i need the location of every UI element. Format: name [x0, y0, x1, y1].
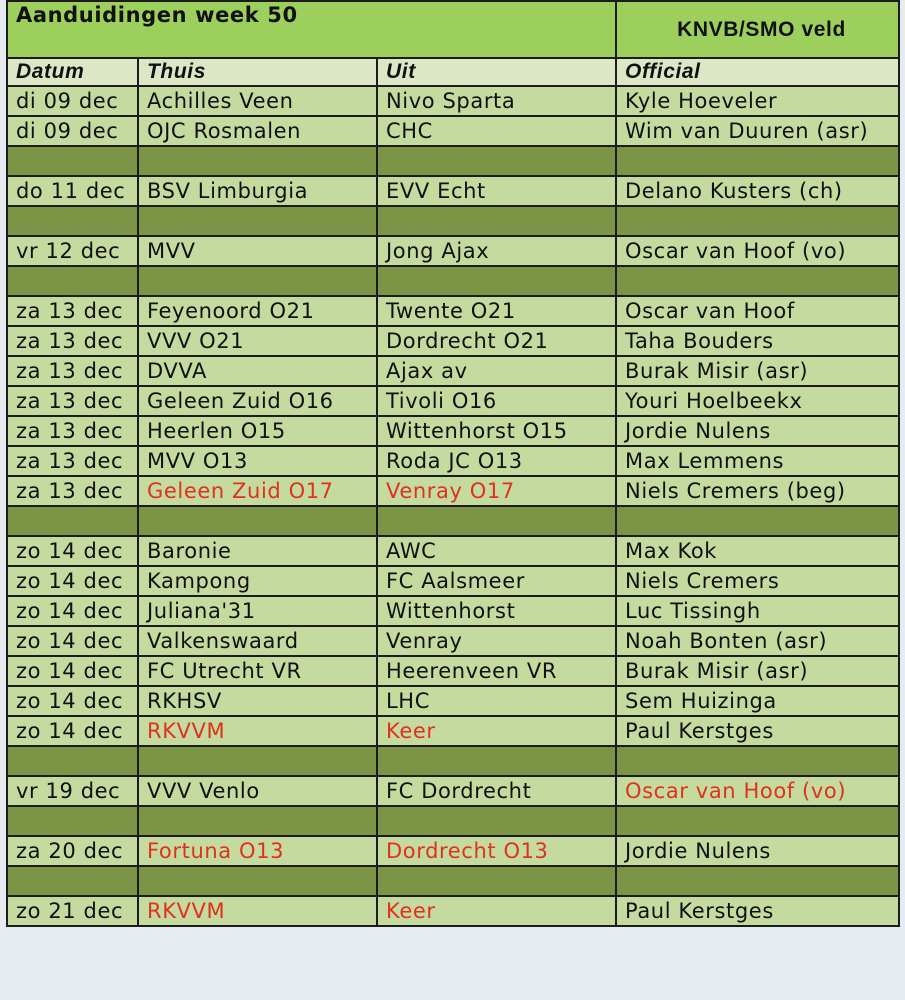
match-row — [7, 836, 899, 866]
cell-datum: zo 14 dec — [7, 656, 138, 686]
schedule-table — [6, 0, 900, 927]
cell-uit: Heerenveen VR — [377, 656, 616, 686]
cell-datum: za 13 dec — [7, 356, 138, 386]
cell-official: Burak Misir (asr) — [616, 656, 899, 686]
cell-official: Oscar van Hoof — [616, 296, 899, 326]
match-row — [7, 326, 899, 356]
match-row — [7, 596, 899, 626]
spacer-cell — [377, 746, 616, 776]
spacer-cell — [138, 746, 377, 776]
spacer-row — [7, 866, 899, 896]
cell-uit: Nivo Sparta — [377, 86, 616, 116]
header-thuis: Thuis — [138, 58, 377, 86]
cell-official: Oscar van Hoof (vo) — [616, 776, 899, 806]
sheet-title: Aanduidingen week 50 — [7, 1, 616, 58]
spacer-row — [7, 746, 899, 776]
spacer-cell — [616, 806, 899, 836]
cell-thuis: Geleen Zuid O16 — [138, 386, 377, 416]
header-datum: Datum — [7, 58, 138, 86]
cell-datum: zo 14 dec — [7, 716, 138, 746]
header-row — [7, 58, 899, 86]
match-row — [7, 386, 899, 416]
match-row — [7, 446, 899, 476]
cell-datum: zo 14 dec — [7, 686, 138, 716]
spacer-cell — [377, 266, 616, 296]
cell-uit: Roda JC O13 — [377, 446, 616, 476]
cell-thuis: RKVVM — [138, 896, 377, 926]
spacer-cell — [616, 866, 899, 896]
cell-uit: Venray — [377, 626, 616, 656]
spacer-cell — [138, 866, 377, 896]
cell-official: Max Lemmens — [616, 446, 899, 476]
cell-uit: Twente O21 — [377, 296, 616, 326]
cell-datum: za 13 dec — [7, 296, 138, 326]
cell-datum: vr 12 dec — [7, 236, 138, 266]
cell-thuis: BSV Limburgia — [138, 176, 377, 206]
cell-datum: za 13 dec — [7, 416, 138, 446]
cell-datum: za 13 dec — [7, 326, 138, 356]
spacer-cell — [616, 146, 899, 176]
cell-official: Luc Tissingh — [616, 596, 899, 626]
spacer-cell — [616, 266, 899, 296]
cell-uit: FC Dordrecht — [377, 776, 616, 806]
match-row — [7, 116, 899, 146]
spacer-cell — [7, 866, 138, 896]
cell-official: Kyle Hoeveler — [616, 86, 899, 116]
match-row — [7, 236, 899, 266]
spacer-cell — [7, 506, 138, 536]
spacer-row — [7, 146, 899, 176]
spacer-cell — [377, 506, 616, 536]
cell-uit: Dordrecht O13 — [377, 836, 616, 866]
sheet-subtitle: KNVB/SMO veld — [616, 1, 899, 58]
spacer-cell — [7, 146, 138, 176]
spacer-cell — [377, 806, 616, 836]
cell-uit: EVV Echt — [377, 176, 616, 206]
spacer-cell — [7, 266, 138, 296]
cell-uit: Venray O17 — [377, 476, 616, 506]
cell-datum: do 11 dec — [7, 176, 138, 206]
cell-uit: LHC — [377, 686, 616, 716]
title-row — [7, 1, 899, 58]
cell-official: Paul Kerstges — [616, 896, 899, 926]
cell-datum: zo 14 dec — [7, 536, 138, 566]
cell-uit: Tivoli O16 — [377, 386, 616, 416]
cell-uit: Keer — [377, 896, 616, 926]
match-row — [7, 416, 899, 446]
cell-uit: Jong Ajax — [377, 236, 616, 266]
cell-datum: za 20 dec — [7, 836, 138, 866]
cell-uit: Dordrecht O21 — [377, 326, 616, 356]
match-row — [7, 656, 899, 686]
cell-uit: Wittenhorst O15 — [377, 416, 616, 446]
spacer-cell — [377, 206, 616, 236]
cell-datum: vr 19 dec — [7, 776, 138, 806]
spacer-cell — [7, 206, 138, 236]
cell-thuis: Feyenoord O21 — [138, 296, 377, 326]
match-row — [7, 176, 899, 206]
cell-datum: di 09 dec — [7, 116, 138, 146]
cell-thuis: Juliana'31 — [138, 596, 377, 626]
cell-datum: za 13 dec — [7, 476, 138, 506]
spacer-cell — [7, 806, 138, 836]
spacer-row — [7, 266, 899, 296]
match-row — [7, 776, 899, 806]
cell-official: Jordie Nulens — [616, 836, 899, 866]
cell-uit: FC Aalsmeer — [377, 566, 616, 596]
cell-official: Paul Kerstges — [616, 716, 899, 746]
cell-official: Niels Cremers — [616, 566, 899, 596]
spacer-cell — [616, 746, 899, 776]
cell-official: Max Kok — [616, 536, 899, 566]
cell-datum: zo 14 dec — [7, 596, 138, 626]
cell-uit: Ajax av — [377, 356, 616, 386]
cell-official: Taha Bouders — [616, 326, 899, 356]
cell-thuis: Heerlen O15 — [138, 416, 377, 446]
cell-thuis: Geleen Zuid O17 — [138, 476, 377, 506]
cell-thuis: MVV — [138, 236, 377, 266]
match-row — [7, 566, 899, 596]
cell-thuis: Kampong — [138, 566, 377, 596]
cell-official: Jordie Nulens — [616, 416, 899, 446]
cell-official: Burak Misir (asr) — [616, 356, 899, 386]
cell-official: Niels Cremers (beg) — [616, 476, 899, 506]
cell-datum: zo 14 dec — [7, 566, 138, 596]
match-row — [7, 356, 899, 386]
spacer-cell — [616, 206, 899, 236]
cell-thuis: Achilles Veen — [138, 86, 377, 116]
cell-uit: CHC — [377, 116, 616, 146]
cell-thuis: MVV O13 — [138, 446, 377, 476]
spacer-cell — [377, 866, 616, 896]
cell-thuis: RKHSV — [138, 686, 377, 716]
match-row — [7, 476, 899, 506]
cell-datum: za 13 dec — [7, 446, 138, 476]
cell-official: Wim van Duuren (asr) — [616, 116, 899, 146]
cell-thuis: FC Utrecht VR — [138, 656, 377, 686]
match-row — [7, 626, 899, 656]
spacer-row — [7, 506, 899, 536]
spacer-cell — [138, 806, 377, 836]
cell-thuis: VVV O21 — [138, 326, 377, 356]
cell-datum: zo 14 dec — [7, 626, 138, 656]
spacer-cell — [138, 506, 377, 536]
spacer-cell — [616, 506, 899, 536]
match-row — [7, 896, 899, 926]
spacer-cell — [377, 146, 616, 176]
cell-thuis: VVV Venlo — [138, 776, 377, 806]
match-row — [7, 686, 899, 716]
cell-official: Delano Kusters (ch) — [616, 176, 899, 206]
cell-official: Youri Hoelbeekx — [616, 386, 899, 416]
match-row — [7, 296, 899, 326]
cell-uit: AWC — [377, 536, 616, 566]
spacer-cell — [138, 146, 377, 176]
cell-uit: Wittenhorst — [377, 596, 616, 626]
cell-official: Noah Bonten (asr) — [616, 626, 899, 656]
spacer-cell — [7, 746, 138, 776]
cell-thuis: Valkenswaard — [138, 626, 377, 656]
header-uit: Uit — [377, 58, 616, 86]
spacer-row — [7, 206, 899, 236]
cell-thuis: DVVA — [138, 356, 377, 386]
match-row — [7, 536, 899, 566]
cell-datum: zo 21 dec — [7, 896, 138, 926]
cell-official: Oscar van Hoof (vo) — [616, 236, 899, 266]
match-row — [7, 86, 899, 116]
cell-thuis: Baronie — [138, 536, 377, 566]
cell-thuis: OJC Rosmalen — [138, 116, 377, 146]
header-official: Official — [616, 58, 899, 86]
cell-datum: di 09 dec — [7, 86, 138, 116]
match-row — [7, 716, 899, 746]
cell-thuis: Fortuna O13 — [138, 836, 377, 866]
spacer-row — [7, 806, 899, 836]
cell-official: Sem Huizinga — [616, 686, 899, 716]
cell-uit: Keer — [377, 716, 616, 746]
spacer-cell — [138, 266, 377, 296]
cell-datum: za 13 dec — [7, 386, 138, 416]
spacer-cell — [138, 206, 377, 236]
cell-thuis: RKVVM — [138, 716, 377, 746]
